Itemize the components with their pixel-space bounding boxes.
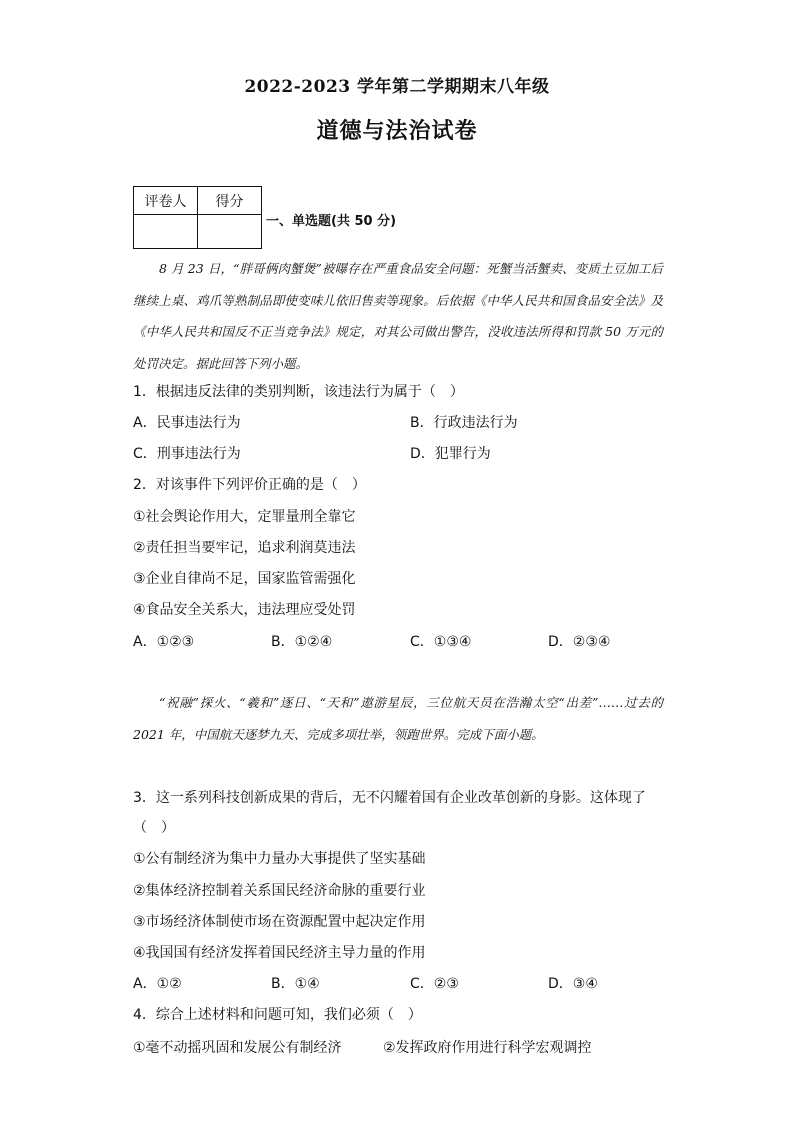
q2-option-b: B．①②④ [271,634,333,650]
score-label: 得分 [198,187,262,215]
q2-stem: 2．对该事件下列评价正确的是（ ） [133,477,366,493]
q3-stem: 3．这一系列科技创新成果的背后，无不闪耀着国有企业改革创新的身影。这体现了 [133,790,646,806]
q1-option-c: C．刑事违法行为 [133,446,241,462]
q3-option-a: A．①② [133,976,182,992]
q2-item-3: ③企业自律尚不足，国家监管需强化 [133,571,356,587]
q3-option-d: D．③④ [548,976,598,992]
q2-item-1: ①社会舆论作用大，定罪量刑全靠它 [133,509,356,525]
q4-item-1: ①毫不动摇巩固和发展公有制经济 [133,1040,342,1056]
q1-option-d: D．犯罪行为 [410,446,491,462]
q1-option-b: B．行政违法行为 [410,415,518,431]
q4-item-2: ②发挥政府作用进行科学宏观调控 [383,1040,592,1056]
grader-label: 评卷人 [134,187,198,215]
q3-option-b: B．①④ [271,976,320,992]
q4-stem: 4．综合上述材料和问题可知，我们必须（ ） [133,1007,422,1023]
section-title: 一、单选题(共 50 分) [266,214,397,229]
exam-title: 2022-2023 学年第二学期期末八年级 [244,77,550,97]
q2-item-2: ②责任担当要牢记，追求利润莫违法 [133,540,356,556]
q1-option-a: A．民事违法行为 [133,415,241,431]
exam-subject: 道德与法治试卷 [316,119,478,144]
q3-item-4: ④我国国有经济发挥着国民经济主导力量的作用 [133,945,426,961]
q2-item-4: ④食品安全关系大，违法理应受处罚 [133,602,356,618]
grader-cell [134,215,198,249]
material-1: 8 月 23 日，“胖哥俩肉蟹煲”被曝存在严重食品安全问题：死蟹当活蟹卖、变质土豆加工后继续上桌、鸡爪等熟制品即使变味儿依旧售卖等现象。后依据《中华人民共和国食品安全法》及《中华人民共和国反不正当竞争法》规定，对其公司做出警告，没收违法所得和罚款 50 万元的处罚决定。据此回答下列小题。 [133,261,663,371]
q3-option-c: C．②③ [410,976,459,992]
material-2: “祝融”探火、“羲和”逐日、“天和”遨游星辰，三位航天员在浩瀚太空“出差”……过去的 2021 年，中国航天逐梦九天、完成多项壮举，领跑世界。完成下面小题。 [133,695,663,742]
grader-score-table [133,186,262,249]
q2-option-c: C．①③④ [410,634,472,650]
q3-item-1: ①公有制经济为集中力量办大事提供了坚实基础 [133,851,426,867]
q1-stem: 1．根据违反法律的类别判断，该违法行为属于（ ） [133,384,464,400]
q3-stem-cont: （ ） [133,820,175,836]
q2-option-a: A．①②③ [133,634,195,650]
q3-item-2: ②集体经济控制着关系国民经济命脉的重要行业 [133,883,426,899]
q3-item-3: ③市场经济体制使市场在资源配置中起决定作用 [133,914,426,930]
score-cell [198,215,262,249]
q2-option-d: D．②③④ [548,634,611,650]
